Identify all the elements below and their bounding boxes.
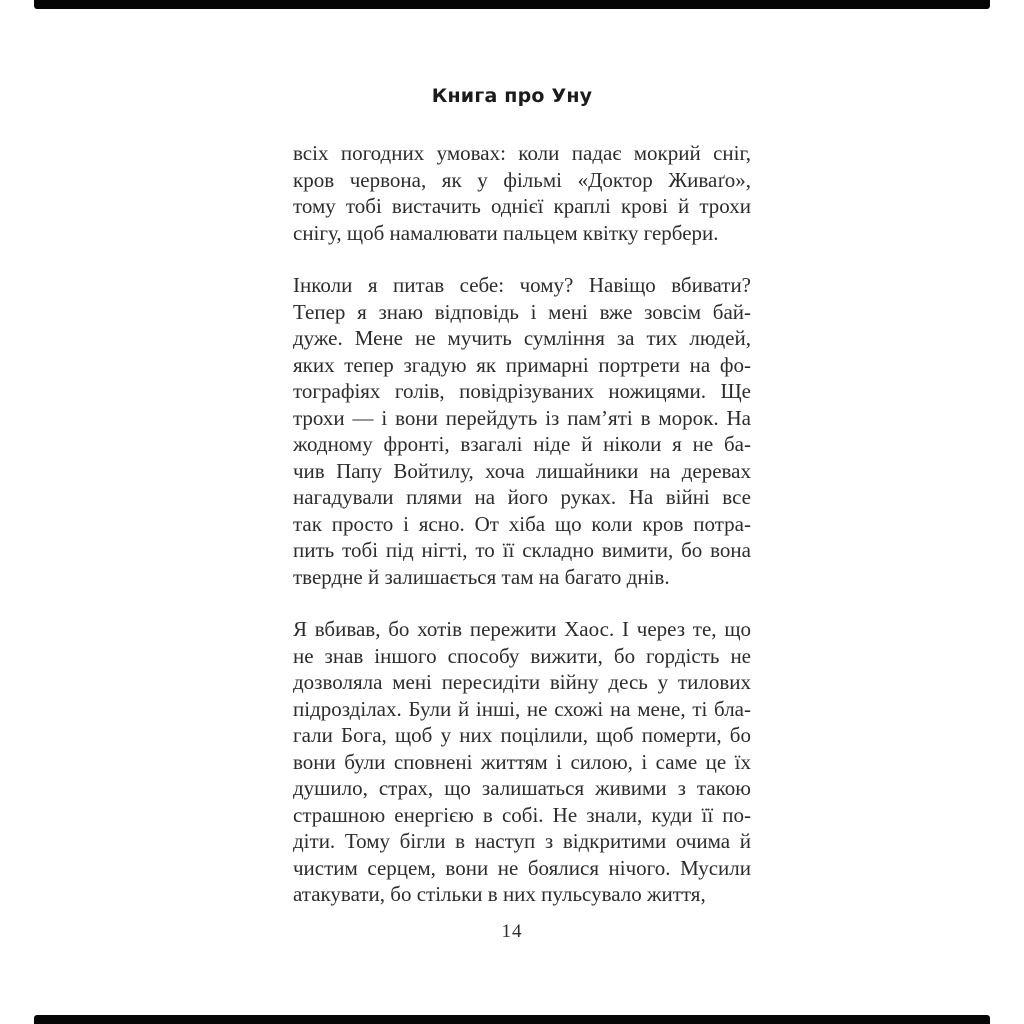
text-line: Я вбивав, бо хотів пережити Хаос. І через те, що bbox=[293, 617, 751, 641]
paragraph bbox=[293, 140, 751, 246]
text-line: Інколи я питав себе: чому? Навіщо вбивати? bbox=[293, 273, 751, 297]
running-header-title: Книга про Уну bbox=[431, 85, 593, 107]
text-line: кров червона, як у фільмі «Доктор Живаґо», bbox=[293, 167, 751, 192]
text-line: діти. Тому бігли в наступ з відкритими очима й bbox=[293, 829, 751, 853]
text-line: підрозділах. Були й інші, не схожі на мене, ті бла- bbox=[293, 696, 751, 721]
text-line: вони були сповнені життям і силою, і саме це їх bbox=[293, 749, 751, 774]
text-line: тому тобі вистачить однієї краплі крові й трохи bbox=[293, 194, 751, 218]
text-line: чистим серцем, вони не боялися нічого. Мусили bbox=[293, 855, 751, 880]
text-line: так просто і ясно. От хіба що коли кров потра- bbox=[293, 511, 751, 536]
text-line: не знав іншого способу вижити, бо гордість не bbox=[293, 643, 751, 668]
text-line: атакувати, бо стільки в них пульсувало життя, bbox=[293, 882, 706, 906]
text-line: Тепер я знаю відповідь і мені вже зовсім бай- bbox=[293, 299, 751, 324]
text-line: дозволяла мені пересидіти війну десь у тилових bbox=[293, 670, 751, 694]
paragraph bbox=[293, 616, 751, 908]
paragraph bbox=[293, 272, 751, 590]
text-line: нагадували плями на його руках. На війні все bbox=[293, 485, 751, 509]
text-line: чив Папу Войтилу, хоча лишайники на деревах bbox=[293, 458, 751, 483]
text-line: всіх погодних умовах: коли падає мокрий сніг, bbox=[293, 141, 751, 165]
text-line: страшною енергією в собі. Не знали, куди її по- bbox=[293, 802, 751, 827]
page-number: 14 bbox=[501, 921, 523, 942]
text-line: гали Бога, щоб у них поцілили, щоб померти, бо bbox=[293, 723, 751, 747]
text-line: душило, страх, що залишаться живими з такою bbox=[293, 776, 751, 800]
text-line: тографіях голів, повідрізуваних ножицями. Ще bbox=[293, 379, 751, 403]
text-line: твердне й залишається там на багато днів. bbox=[293, 564, 670, 589]
text-line: снігу, щоб намалювати пальцем квітку гербери. bbox=[293, 220, 719, 245]
text-line: трохи — і вони перейдуть із пам’яті в морок. На bbox=[293, 405, 751, 430]
text-block bbox=[293, 140, 751, 934]
text-line: дуже. Мене не мучить сумління за тих людей, bbox=[293, 326, 751, 350]
scan-artifact-bottom-bar bbox=[34, 1015, 990, 1024]
text-line: жодному фронті, взагалі ніде й ніколи я не ба- bbox=[293, 432, 751, 456]
text-line: яких тепер згадую як примарні портрети на фо- bbox=[293, 352, 751, 377]
scan-artifact-top-bar bbox=[34, 0, 990, 9]
text-line: пить тобі під нігті, то її складно вимити, бо вона bbox=[293, 538, 751, 562]
